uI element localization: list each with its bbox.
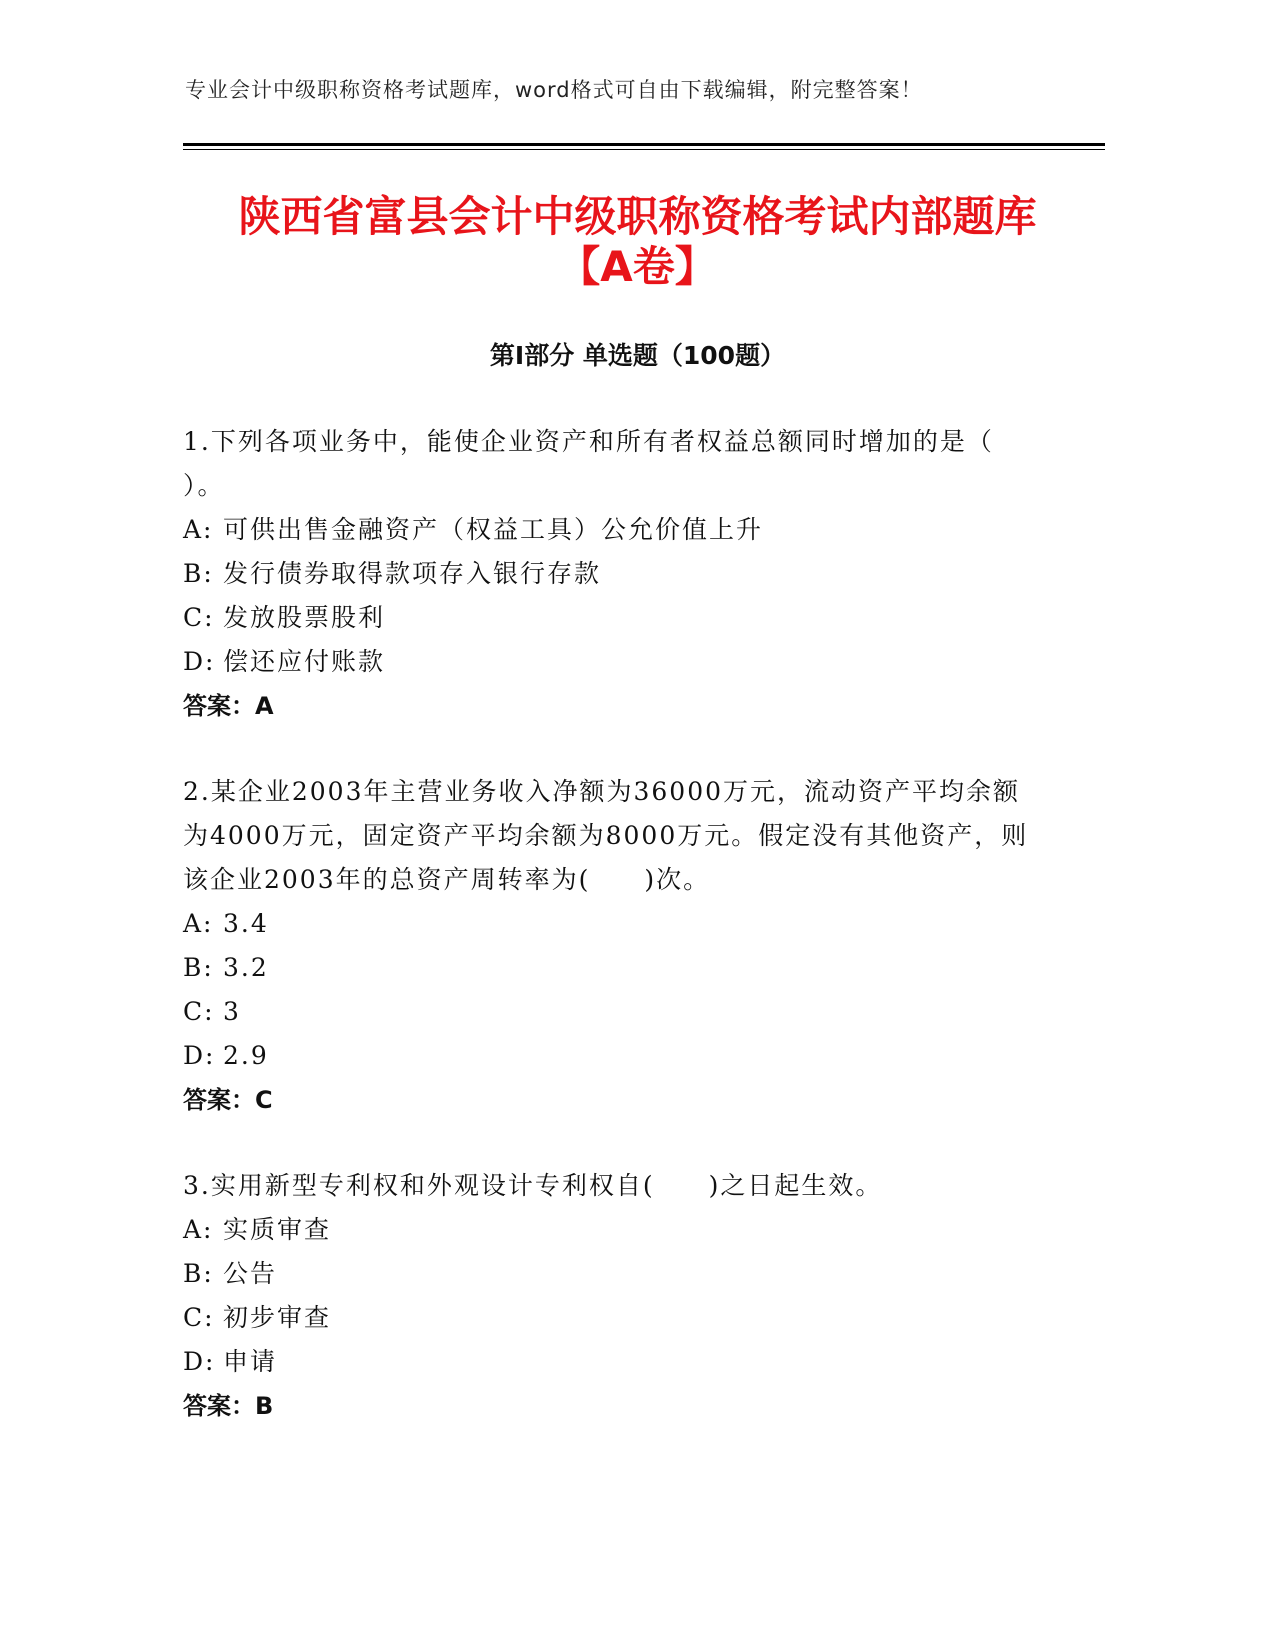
option-key: C:: [183, 1303, 215, 1332]
option-text: 2.9: [223, 1041, 269, 1070]
option-key: A:: [183, 515, 214, 544]
option-b: [183, 946, 1043, 990]
option-key: A:: [183, 909, 214, 938]
option-text: 发放股票股利: [223, 603, 386, 632]
answer-line: 答案：B: [183, 1392, 274, 1420]
option-key: D:: [183, 1041, 216, 1070]
question-stem: 3.实用新型专利权和外观设计专利权自( )之日起生效。: [183, 1171, 883, 1200]
title-line-2: 【A卷】: [558, 242, 717, 291]
question-1: [183, 420, 1043, 728]
option-d: [183, 1034, 1043, 1078]
option-a: [183, 902, 1043, 946]
option-a: [183, 1208, 1043, 1252]
option-key: C:: [183, 603, 215, 632]
option-b: [183, 552, 1043, 596]
option-text: 公告: [223, 1259, 278, 1288]
option-c: [183, 1296, 1043, 1340]
header-rule-thick: [183, 143, 1105, 146]
option-d: [183, 640, 1043, 684]
option-key: D:: [183, 647, 216, 676]
option-text: 发行债券取得款项存入银行存款: [223, 559, 602, 588]
option-key: B:: [183, 1259, 214, 1288]
option-b: [183, 1252, 1043, 1296]
option-text: 3.4: [223, 909, 269, 938]
option-key: A:: [183, 1215, 214, 1244]
option-text: 实质审查: [223, 1215, 332, 1244]
question-2: [183, 770, 1043, 1122]
section-heading: 第I部分 单选题（100题）: [489, 341, 786, 370]
answer-line: 答案：A: [183, 692, 274, 720]
option-text: 可供出售金融资产（权益工具）公允价值上升: [223, 515, 764, 544]
question-list: [183, 420, 1043, 1470]
question-3: [183, 1164, 1043, 1428]
option-key: C:: [183, 997, 215, 1026]
header-rule-thin: [183, 149, 1105, 150]
option-d: [183, 1340, 1043, 1384]
option-key: D:: [183, 1347, 216, 1376]
question-stem: 1.下列各项业务中，能使企业资产和所有者权益总额同时增加的是（ ）。: [183, 427, 994, 500]
option-text: 偿还应付账款: [223, 647, 386, 676]
option-text: 申请: [223, 1347, 278, 1376]
question-stem: 2.某企业2003年主营业务收入净额为36000万元，流动资产平均余额为4000万元，固定资产平均余额为8000万元。假定没有其他资产，则该企业2003年的总资产周转率为( )次。: [183, 777, 1029, 894]
document-title: [100, 192, 1175, 292]
option-c: [183, 596, 1043, 640]
header-note: 专业会计中级职称资格考试题库，word格式可自由下载编辑，附完整答案！: [185, 78, 923, 102]
title-line-1: 陕西省富县会计中级职称资格考试内部题库: [238, 192, 1037, 241]
option-a: [183, 508, 1043, 552]
option-key: B:: [183, 559, 214, 588]
option-text: 3.2: [223, 953, 269, 982]
answer-line: 答案：C: [183, 1086, 273, 1114]
option-text: 初步审查: [223, 1303, 332, 1332]
option-text: 3: [223, 997, 241, 1026]
option-c: [183, 990, 1043, 1034]
option-key: B:: [183, 953, 214, 982]
